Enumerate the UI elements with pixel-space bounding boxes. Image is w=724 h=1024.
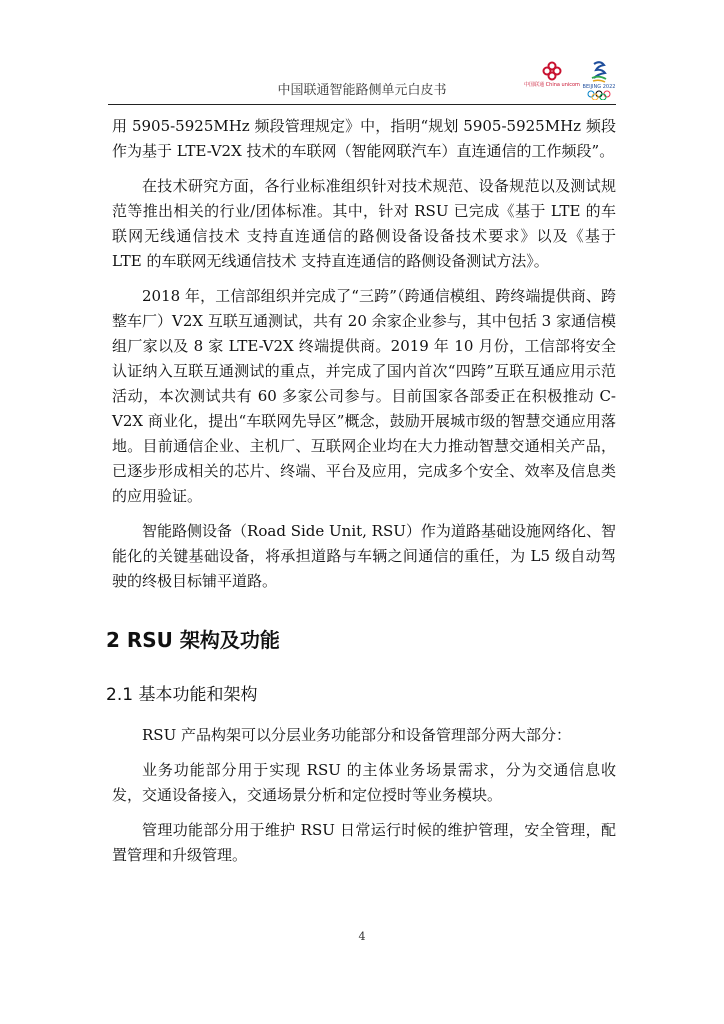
- paragraph-business-functions: 业务功能部分用于实现 RSU 的主体业务场景需求，分为交通信息收发，交通设备接入，交通场景分析和定位授时等业务模块。: [112, 761, 616, 804]
- beijing-2022-logo: [582, 60, 616, 100]
- subsection-heading: 2.1 基本功能和架构: [106, 685, 258, 705]
- section-heading: 2 RSU 架构及功能: [106, 628, 280, 652]
- paragraph-architecture-intro: RSU 产品构架可以分层业务功能部分和设备管理部分两大部分：: [142, 726, 571, 744]
- page-content: [106, 114, 616, 878]
- paragraph-rsu-definition: 智能路侧设备（Road Side Unit, RSU）作为道路基础设施网络化、智能化的关键基础设备，将承担道路与车辆之间通信的重任，为 L5 级自动驾驶的终极目标铺平道路。: [112, 522, 616, 590]
- paragraph-frequency-regulation: 用 5905-5925MHz 频段管理规定》中，指明“规划 5905-5925MHz 频段作为基于 LTE-V2X 技术的车联网（智能网联汽车）直连通信的工作频段”。: [112, 117, 616, 160]
- page-header: [108, 56, 616, 105]
- paragraph-interop-tests: 2018 年，工信部组织并完成了“三跨”（跨通信模组、跨终端提供商、跨整车厂）V2X 互联互通测试，共有 20 余家企业参与，其中包括 3 家通信模组厂家以及 8 家 LTE-V2X 终端提供商。2019 年 10 月份，工信部将安全认证纳入互联互通测试的重点，并完成了国内首次“四跨”互联互通应用示范活动，本次测试共有 60 多家公司参与。目前国家各部委正在积极推动 C-V2X 商业化，提出“车联网先导区”概念，鼓励开展城市级的智慧交通应用落地。目前通信企业、主机厂、互联网企业均在大力推动智慧交通相关产品，已逐步形成相关的芯片、终端、平台及应用，完成多个安全、效率及信息类的应用验证。: [112, 287, 616, 505]
- china-unicom-logo: [524, 60, 580, 88]
- paragraph-management-functions: 管理功能部分用于维护 RSU 日常运行时候的维护管理，安全管理，配置管理和升级管理。: [112, 821, 616, 864]
- winter-games-emblem-icon: [586, 60, 612, 84]
- page-number: 4: [358, 930, 366, 943]
- unicom-logo-text: 中国联通 China unicom: [524, 82, 580, 88]
- beijing-2022-text: BEIJING 2022: [582, 84, 616, 90]
- header-title: 中国联通智能路侧单元白皮书: [277, 83, 447, 98]
- header-logos: [524, 60, 616, 100]
- olympic-rings-icon: [586, 90, 612, 100]
- unicom-knot-icon: [541, 60, 563, 82]
- paragraph-technical-research: 在技术研究方面，各行业标准组织针对技术规范、设备规范以及测试规范等推出相关的行业/团体标准。其中，针对 RSU 已完成《基于 LTE 的车联网无线通信技术 支持直连通信的路侧设备设备技术要求》以及《基于 LTE 的车联网无线通信技术 支持直连通信的路侧设备测试方法》。: [112, 177, 616, 270]
